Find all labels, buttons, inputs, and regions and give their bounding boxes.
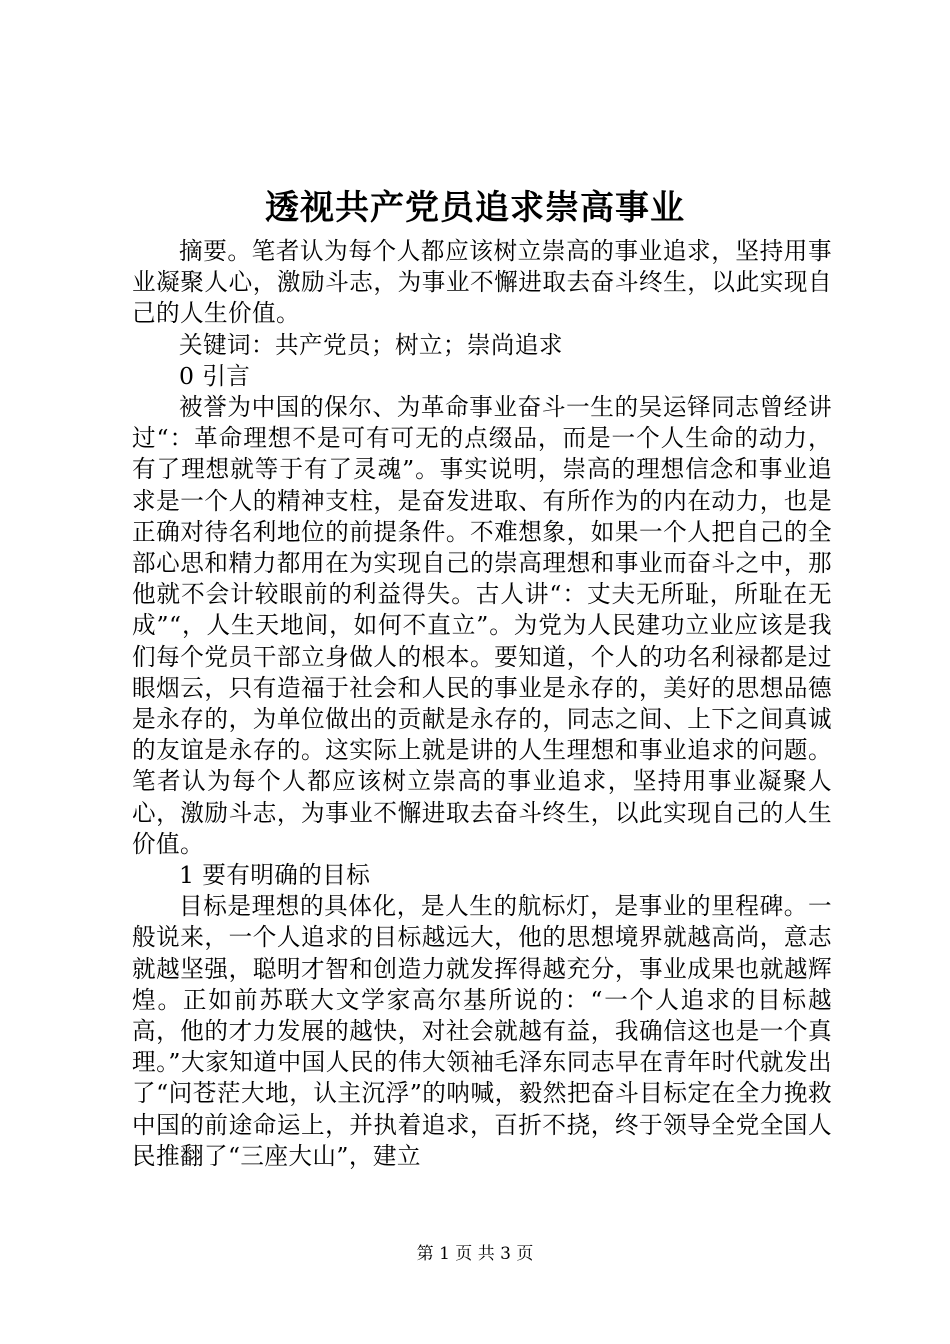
document-body — [132, 236, 832, 1172]
body-paragraph: 被誉为中国的保尔、为革命事业奋斗一生的吴运铎同志曾经讲过“：革命理想不是可有可无的点缀品，而是一个人生命的动力，有了理想就等于有了灵魂”。事实说明，崇高的理想信念和事业追求是一个人的精神支柱，是奋发进取、有所作为的内在动力，也是正确对待名利地位的前提条件。不难想象，如果一个人把自己的全部心思和精力都用在为实现自己的崇高理想和事业而奋斗之中，那他就不会计较眼前的利益得失。古人讲“：丈夫无所耻，所耻在无成”“，人生天地间，如何不直立”。为党为人民建功立业应该是我们每个党员干部立身做人的根本。要知道，个人的功名利禄都是过眼烟云，只有造福于社会和人民的事业是永存的，美好的思想品德是永存的，为单位做出的贡献是永存的，同志之间、上下之间真诚的友谊是永存的。这实际上就是讲的人生理想和事业追求的问题。笔者认为每个人都应该树立崇高的事业追求，坚持用事业凝聚人心，激励斗志，为事业不懈进取去奋斗终生，以此实现自己的人生价值。 — [132, 393, 832, 858]
page-footer: 第 1 页 共 3 页 — [416, 1244, 534, 1264]
section-heading-goal: 1 要有明确的目标 — [179, 861, 371, 890]
keywords-paragraph: 关键词：共产党员；树立；崇尚追求 — [179, 330, 563, 359]
document-title: 透视共产党员追求崇高事业 — [265, 188, 685, 228]
abstract-paragraph: 摘要。笔者认为每个人都应该树立崇高的事业追求，坚持用事业凝聚人心，激励斗志，为事业不懈进取去奋斗终生，以此实现自己的人生价值。 — [132, 237, 832, 328]
body-paragraph: 目标是理想的具体化，是人生的航标灯，是事业的里程碑。一般说来，一个人追求的目标越远大，他的思想境界就越高尚，意志就越坚强，聪明才智和创造力就发挥得越充分，事业成果也就越辉煌。正如前苏联大文学家高尔基所说的：“一个人追求的目标越高，他的才力发展的越快，对社会就越有益，我确信这也是一个真理。”大家知道中国人民的伟大领袖毛泽东同志早在青年时代就发出了“问苍茫大地，认主沉浮”的呐喊，毅然把奋斗目标定在全力挽救中国的前途命运上，并执着追求，百折不挠，终于领导全党全国人民推翻了“三座大山”，建立 — [132, 892, 832, 1170]
section-heading-introduction: 0 引言 — [179, 361, 251, 390]
